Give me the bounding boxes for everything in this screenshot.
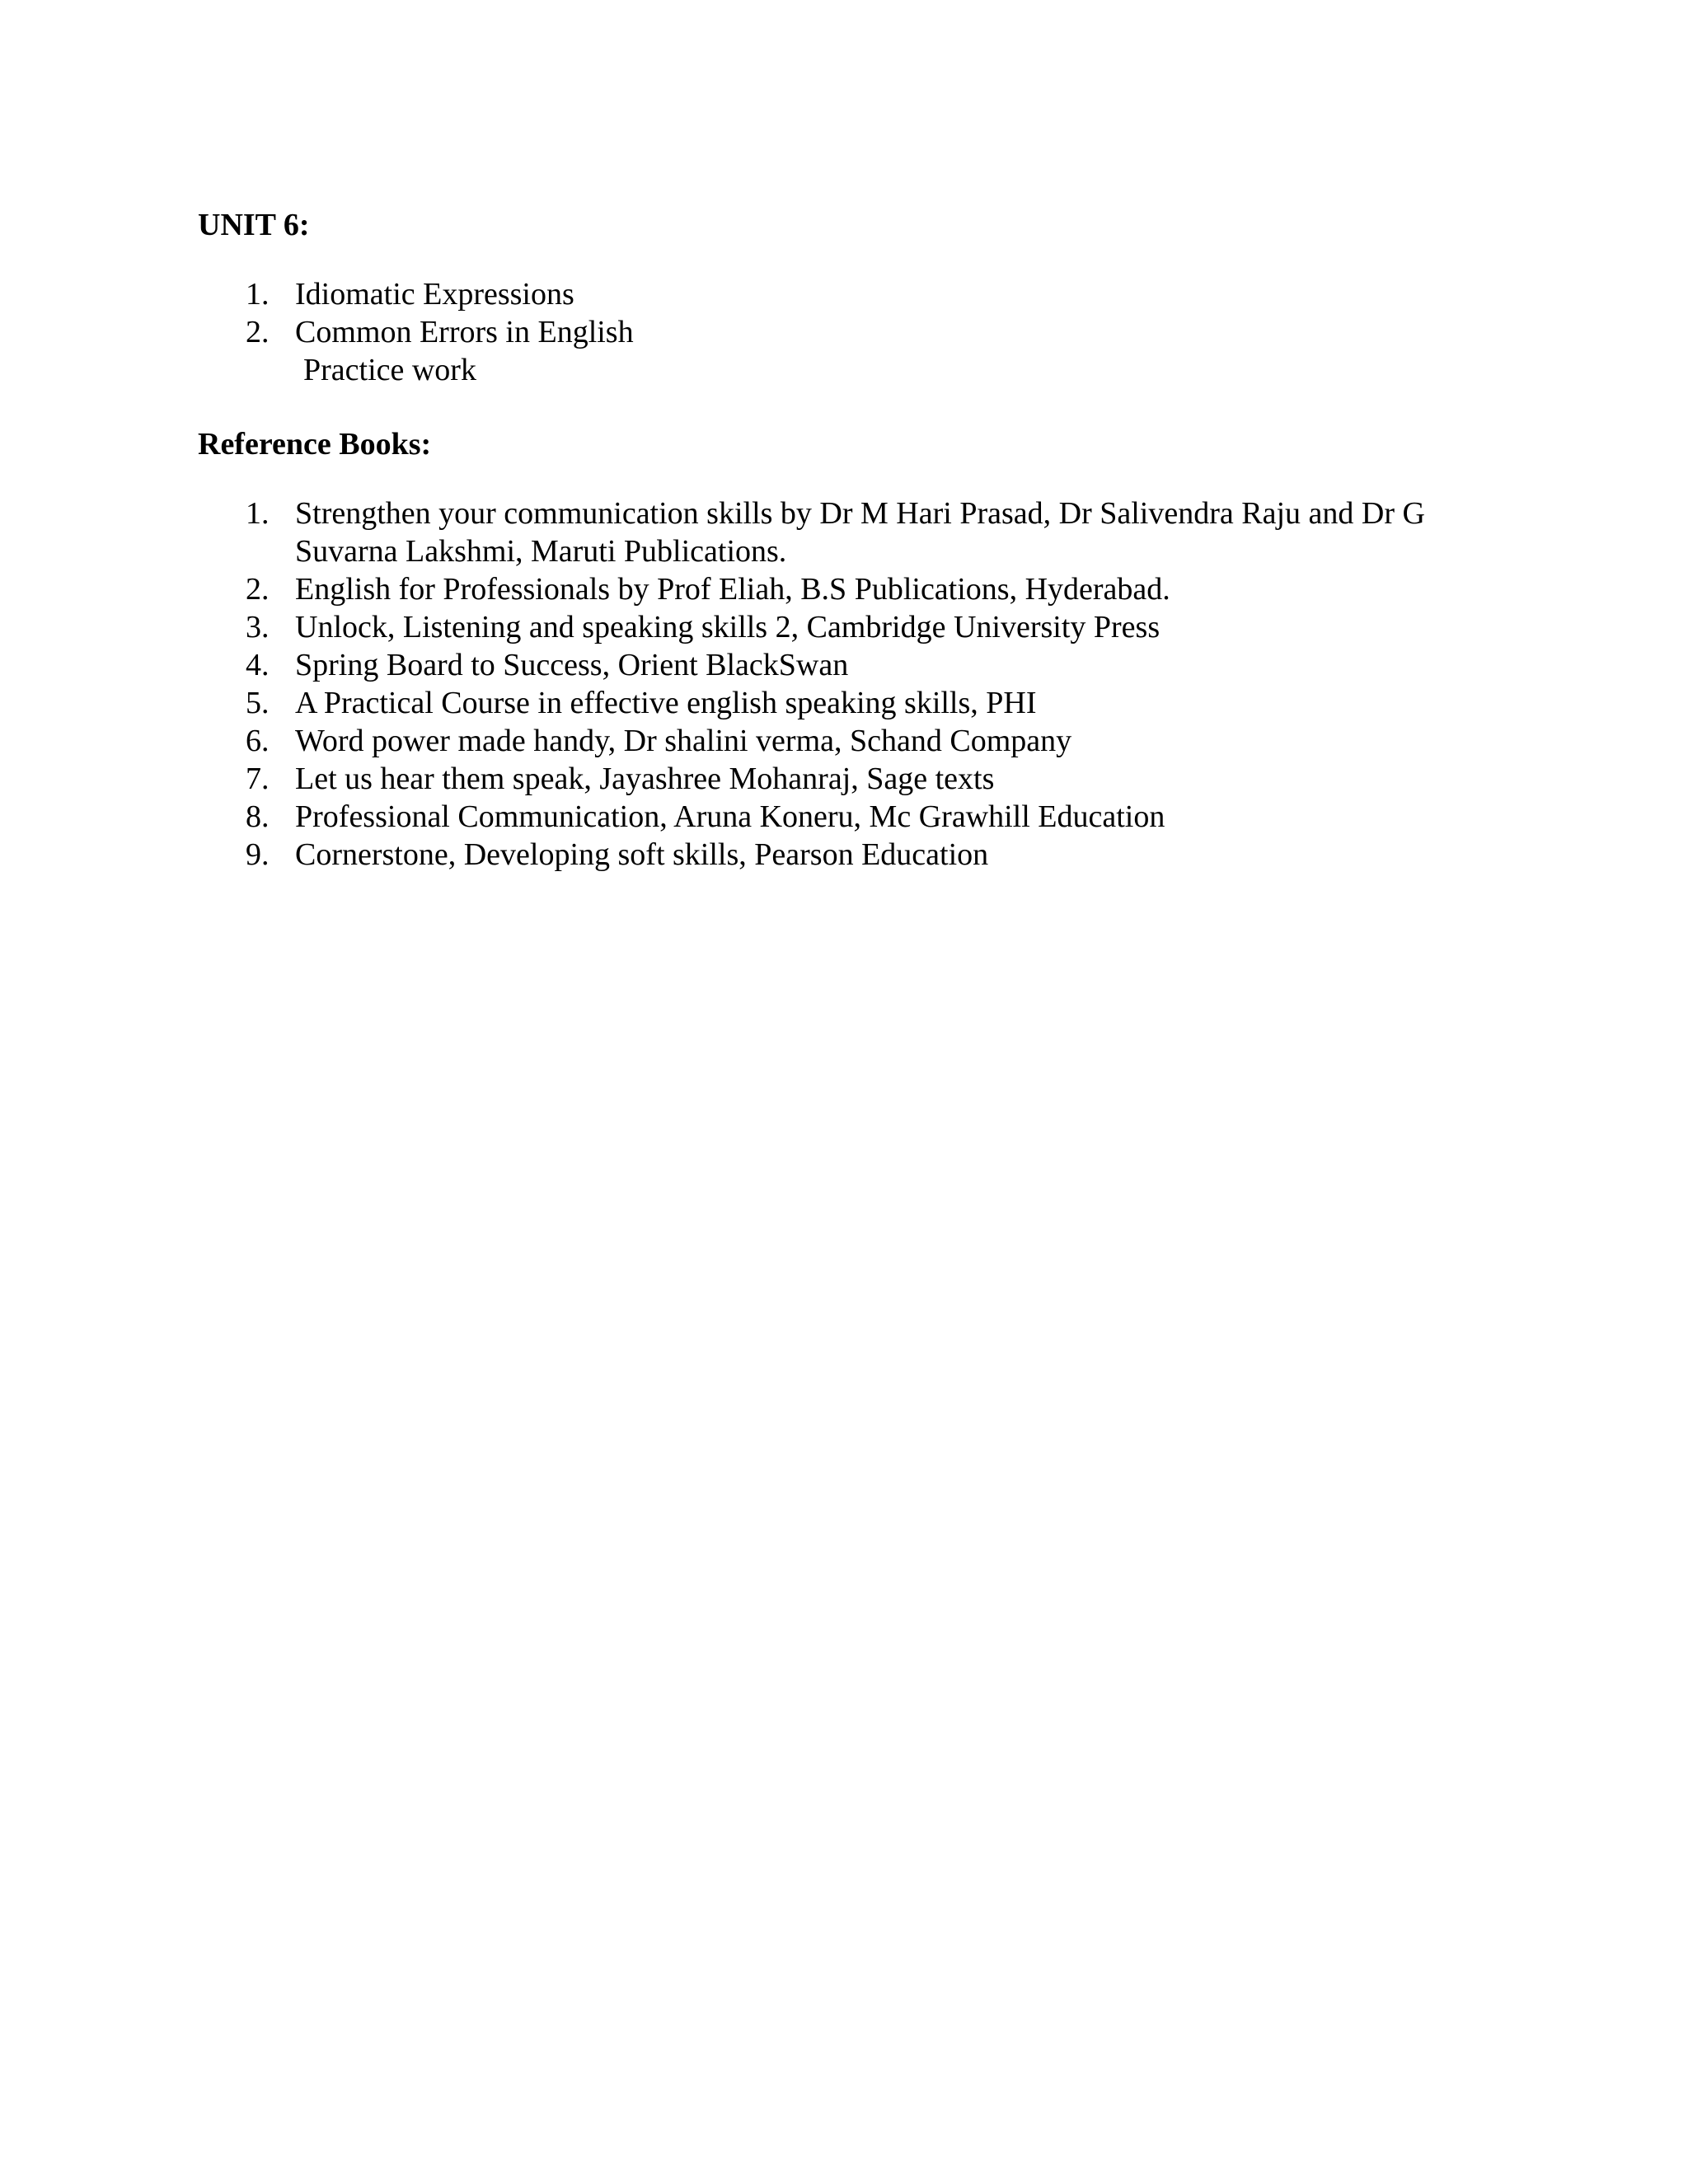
list-number: 2. (246, 572, 270, 607)
list-number: 2. (246, 315, 270, 349)
reference-books-heading: Reference Books: (198, 427, 432, 462)
topic-idiomatic-expressions: Idiomatic Expressions (295, 277, 574, 312)
reference-entry: Professional Communication, Aruna Koneru, Mc Grawhill Education (295, 799, 1165, 834)
practice-work-note: Practice work (303, 353, 476, 387)
reference-entry: A Practical Course in effective english speaking skills, PHI (295, 686, 1037, 720)
list-item (198, 494, 1517, 570)
reference-entry: Word power made handy, Dr shalini verma, Schand Company (295, 724, 1072, 758)
list-number: 8. (246, 799, 270, 834)
list-number: 6. (246, 724, 270, 758)
list-item (198, 760, 1517, 798)
reference-entry: Spring Board to Success, Orient BlackSwan (295, 648, 849, 682)
reference-entry: Let us hear them speak, Jayashree Mohanraj, Sage texts (295, 762, 995, 796)
reference-books-list (198, 494, 1517, 874)
list-number: 1. (246, 277, 270, 312)
reference-entry: English for Professionals by Prof Eliah, B.S Publications, Hyderabad. (295, 572, 1170, 607)
list-number: 1. (246, 496, 270, 531)
unit-topics-list (198, 275, 1517, 351)
list-item (198, 275, 1517, 313)
topic-common-errors: Common Errors in English (295, 315, 634, 349)
list-item (198, 836, 1517, 874)
list-item (198, 684, 1517, 722)
list-number: 5. (246, 686, 270, 720)
reference-entry: Unlock, Listening and speaking skills 2, Cambridge University Press (295, 610, 1160, 644)
unit-heading: UNIT 6: (198, 208, 310, 242)
reference-entry: Strengthen your communication skills by Dr M Hari Prasad, Dr Salivendra Raju and Dr G Suvarna Lakshmi, Maruti Publications. (295, 496, 1425, 569)
list-number: 4. (246, 648, 270, 682)
list-item (198, 608, 1517, 646)
list-item (198, 646, 1517, 684)
list-item (198, 798, 1517, 836)
list-item (198, 570, 1517, 608)
list-number: 7. (246, 762, 270, 796)
reference-entry: Cornerstone, Developing soft skills, Pearson Education (295, 837, 989, 872)
list-number: 3. (246, 610, 270, 644)
list-item (198, 313, 1517, 351)
list-number: 9. (246, 837, 270, 872)
list-item (198, 722, 1517, 760)
